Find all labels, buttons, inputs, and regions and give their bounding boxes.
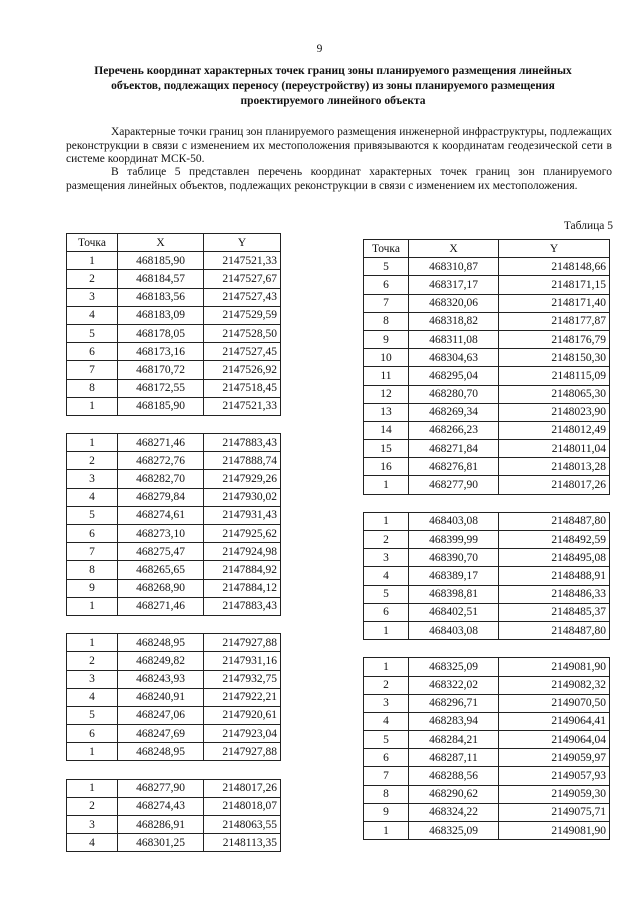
point-number: 6 [67, 525, 118, 543]
table-row [67, 670, 281, 688]
y-coordinate: 2149070,50 [499, 694, 610, 712]
table-row [67, 452, 281, 470]
table-row [364, 785, 610, 803]
point-number: 7 [364, 294, 409, 312]
group-separator [67, 761, 281, 779]
table-body-right [364, 258, 610, 840]
point-number: 9 [364, 803, 409, 821]
point-number: 5 [67, 506, 118, 524]
x-coordinate: 468390,70 [409, 549, 499, 567]
y-coordinate: 2147924,98 [204, 543, 281, 561]
y-coordinate: 2149057,93 [499, 767, 610, 785]
table-body-left [67, 252, 281, 852]
y-coordinate: 2147930,02 [204, 488, 281, 506]
x-coordinate: 468170,72 [118, 361, 204, 379]
section-title: Перечень координат характерных точек границ зоны планируемого размещения линейных объектов, подлежащих переносу (переустройству) из зоны планируемого размещения проектируемого линейного объекта [94, 65, 572, 107]
table-row [364, 621, 610, 639]
paragraph-intro: Характерные точки границ зон планируемого размещения инженерной инфраструктуры, подлежащих реконструкции в связи с изменением их местоположения привязываются к координатам геодезической сети в системе координат МСК-50. [66, 126, 612, 165]
point-number: 8 [364, 785, 409, 803]
x-coordinate: 468274,61 [118, 506, 204, 524]
point-number: 1 [67, 434, 118, 452]
table-row [364, 294, 610, 312]
table-row [67, 397, 281, 415]
table-row [364, 440, 610, 458]
point-number: 7 [67, 361, 118, 379]
point-number: 6 [364, 603, 409, 621]
x-coordinate: 468403,08 [409, 621, 499, 639]
y-coordinate: 2148171,15 [499, 276, 610, 294]
x-coordinate: 468324,22 [409, 803, 499, 821]
x-coordinate: 468178,05 [118, 324, 204, 342]
y-coordinate: 2149075,71 [499, 803, 610, 821]
point-number: 2 [67, 652, 118, 670]
x-coordinate: 468288,56 [409, 767, 499, 785]
y-coordinate: 2149081,90 [499, 658, 610, 676]
y-coordinate: 2148485,37 [499, 603, 610, 621]
table-row [67, 379, 281, 397]
x-coordinate: 468277,90 [118, 779, 204, 797]
point-number: 1 [364, 658, 409, 676]
table-row [364, 803, 610, 821]
x-coordinate: 468185,90 [118, 252, 204, 270]
table-row [364, 349, 610, 367]
point-number: 16 [364, 458, 409, 476]
table-row [67, 543, 281, 561]
header-point: Точка [67, 234, 118, 252]
table-row [67, 779, 281, 797]
x-coordinate: 468274,43 [118, 797, 204, 815]
x-coordinate: 468248,95 [118, 634, 204, 652]
table-row [67, 634, 281, 652]
y-coordinate: 2148487,80 [499, 621, 610, 639]
y-coordinate: 2148148,66 [499, 258, 610, 276]
table-row [67, 306, 281, 324]
table-row [364, 749, 610, 767]
x-coordinate: 468282,70 [118, 470, 204, 488]
coordinates-table-left [66, 233, 281, 852]
table-row [364, 385, 610, 403]
table-row [67, 652, 281, 670]
x-coordinate: 468286,91 [118, 816, 204, 834]
x-coordinate: 468269,34 [409, 403, 499, 421]
y-coordinate: 2148012,49 [499, 421, 610, 439]
y-coordinate: 2149082,32 [499, 676, 610, 694]
y-coordinate: 2147527,45 [204, 343, 281, 361]
x-coordinate: 468243,93 [118, 670, 204, 688]
table-row [364, 330, 610, 348]
table-row [364, 767, 610, 785]
y-coordinate: 2147883,43 [204, 597, 281, 615]
table-row [67, 706, 281, 724]
point-number: 8 [67, 379, 118, 397]
table-caption: Таблица 5 [563, 220, 613, 232]
table-row [67, 361, 281, 379]
point-number: 1 [364, 512, 409, 530]
y-coordinate: 2148495,08 [499, 549, 610, 567]
point-number: 1 [67, 597, 118, 615]
y-coordinate: 2147931,43 [204, 506, 281, 524]
x-coordinate: 468318,82 [409, 312, 499, 330]
y-coordinate: 2148176,79 [499, 330, 610, 348]
x-coordinate: 468279,84 [118, 488, 204, 506]
table-row [67, 725, 281, 743]
x-coordinate: 468271,46 [118, 597, 204, 615]
x-coordinate: 468284,21 [409, 731, 499, 749]
y-coordinate: 2148492,59 [499, 531, 610, 549]
y-coordinate: 2148011,04 [499, 440, 610, 458]
point-number: 3 [364, 549, 409, 567]
page-number: 9 [316, 43, 323, 55]
y-coordinate: 2147883,43 [204, 434, 281, 452]
y-coordinate: 2148017,26 [499, 476, 610, 494]
point-number: 5 [364, 258, 409, 276]
y-coordinate: 2147518,45 [204, 379, 281, 397]
y-coordinate: 2148150,30 [499, 349, 610, 367]
table-row [364, 476, 610, 494]
x-coordinate: 468247,69 [118, 725, 204, 743]
x-coordinate: 468320,06 [409, 294, 499, 312]
x-coordinate: 468273,10 [118, 525, 204, 543]
y-coordinate: 2148115,09 [499, 367, 610, 385]
y-coordinate: 2147521,33 [204, 397, 281, 415]
table-row [67, 270, 281, 288]
x-coordinate: 468403,08 [409, 512, 499, 530]
y-coordinate: 2149059,97 [499, 749, 610, 767]
x-coordinate: 468183,09 [118, 306, 204, 324]
table-row [67, 470, 281, 488]
y-coordinate: 2148486,33 [499, 585, 610, 603]
y-coordinate: 2147927,88 [204, 743, 281, 761]
y-coordinate: 2149081,90 [499, 822, 610, 840]
point-number: 4 [67, 306, 118, 324]
table-row [67, 488, 281, 506]
table-header-row [67, 234, 281, 252]
point-number: 1 [67, 634, 118, 652]
point-number: 2 [67, 797, 118, 815]
y-coordinate: 2147884,12 [204, 579, 281, 597]
y-coordinate: 2147888,74 [204, 452, 281, 470]
point-number: 4 [67, 688, 118, 706]
x-coordinate: 468272,76 [118, 452, 204, 470]
table-row [364, 531, 610, 549]
point-number: 5 [67, 706, 118, 724]
point-number: 1 [364, 621, 409, 639]
table-row [364, 549, 610, 567]
y-coordinate: 2149064,04 [499, 731, 610, 749]
y-coordinate: 2147521,33 [204, 252, 281, 270]
table-row [67, 288, 281, 306]
point-number: 10 [364, 349, 409, 367]
x-coordinate: 468322,02 [409, 676, 499, 694]
table-row [364, 676, 610, 694]
point-number: 1 [67, 743, 118, 761]
x-coordinate: 468184,57 [118, 270, 204, 288]
group-separator [364, 640, 610, 658]
table-row [67, 579, 281, 597]
point-number: 3 [67, 288, 118, 306]
table-row [364, 258, 610, 276]
point-number: 4 [67, 834, 118, 852]
table-row [364, 694, 610, 712]
y-coordinate: 2148023,90 [499, 403, 610, 421]
point-number: 2 [67, 452, 118, 470]
y-coordinate: 2147932,75 [204, 670, 281, 688]
y-coordinate: 2147925,62 [204, 525, 281, 543]
y-coordinate: 2147526,92 [204, 361, 281, 379]
x-coordinate: 468290,62 [409, 785, 499, 803]
x-coordinate: 468325,09 [409, 822, 499, 840]
group-separator [364, 494, 610, 512]
y-coordinate: 2148063,55 [204, 816, 281, 834]
table-row [67, 597, 281, 615]
point-number: 1 [67, 397, 118, 415]
x-coordinate: 468265,65 [118, 561, 204, 579]
table-row [364, 512, 610, 530]
y-coordinate: 2148487,80 [499, 512, 610, 530]
x-coordinate: 468185,90 [118, 397, 204, 415]
table-row [364, 312, 610, 330]
point-number: 6 [364, 749, 409, 767]
point-number: 3 [67, 816, 118, 834]
group-separator [67, 615, 281, 633]
point-number: 8 [67, 561, 118, 579]
y-coordinate: 2147527,67 [204, 270, 281, 288]
y-coordinate: 2147528,50 [204, 324, 281, 342]
x-coordinate: 468402,51 [409, 603, 499, 621]
y-coordinate: 2147527,43 [204, 288, 281, 306]
x-coordinate: 468310,87 [409, 258, 499, 276]
point-number: 1 [67, 252, 118, 270]
x-coordinate: 468325,09 [409, 658, 499, 676]
x-coordinate: 468296,71 [409, 694, 499, 712]
table-row [67, 343, 281, 361]
table-row [364, 712, 610, 730]
table-row [67, 816, 281, 834]
x-coordinate: 468277,90 [409, 476, 499, 494]
x-coordinate: 468275,47 [118, 543, 204, 561]
table-row [67, 688, 281, 706]
point-number: 9 [67, 579, 118, 597]
x-coordinate: 468249,82 [118, 652, 204, 670]
y-coordinate: 2148013,28 [499, 458, 610, 476]
point-number: 15 [364, 440, 409, 458]
table-row [67, 525, 281, 543]
y-coordinate: 2147884,92 [204, 561, 281, 579]
y-coordinate: 2148017,26 [204, 779, 281, 797]
y-coordinate: 2148177,87 [499, 312, 610, 330]
header-x: X [409, 240, 499, 258]
x-coordinate: 468183,56 [118, 288, 204, 306]
header-x: X [118, 234, 204, 252]
table-row [364, 585, 610, 603]
point-number: 6 [364, 276, 409, 294]
y-coordinate: 2147529,59 [204, 306, 281, 324]
header-point: Точка [364, 240, 409, 258]
table-row [67, 797, 281, 815]
table-row [364, 567, 610, 585]
table-row [364, 367, 610, 385]
table-row [67, 834, 281, 852]
table-row [364, 403, 610, 421]
y-coordinate: 2147923,04 [204, 725, 281, 743]
x-coordinate: 468317,17 [409, 276, 499, 294]
point-number: 1 [67, 779, 118, 797]
point-number: 6 [67, 343, 118, 361]
table-row [67, 252, 281, 270]
point-number: 3 [364, 694, 409, 712]
point-number: 5 [364, 731, 409, 749]
y-coordinate: 2148113,35 [204, 834, 281, 852]
x-coordinate: 468266,23 [409, 421, 499, 439]
point-number: 13 [364, 403, 409, 421]
y-coordinate: 2147931,16 [204, 652, 281, 670]
y-coordinate: 2148171,40 [499, 294, 610, 312]
table-row [364, 421, 610, 439]
point-number: 5 [364, 585, 409, 603]
table-header-row [364, 240, 610, 258]
table-row [364, 822, 610, 840]
x-coordinate: 468398,81 [409, 585, 499, 603]
point-number: 7 [67, 543, 118, 561]
y-coordinate: 2147920,61 [204, 706, 281, 724]
point-number: 3 [67, 470, 118, 488]
x-coordinate: 468311,08 [409, 330, 499, 348]
x-coordinate: 468280,70 [409, 385, 499, 403]
point-number: 12 [364, 385, 409, 403]
y-coordinate: 2147929,26 [204, 470, 281, 488]
x-coordinate: 468173,16 [118, 343, 204, 361]
table-row [364, 458, 610, 476]
x-coordinate: 468399,99 [409, 531, 499, 549]
paragraph-table-ref: В таблице 5 представлен перечень координат характерных точек границ зон планируемого размещения линейных объектов, подлежащих реконструкции в связи с изменением их местоположения. [66, 166, 612, 192]
table-row [364, 731, 610, 749]
point-number: 5 [67, 324, 118, 342]
table-row [67, 506, 281, 524]
x-coordinate: 468240,91 [118, 688, 204, 706]
table-row [67, 434, 281, 452]
x-coordinate: 468287,11 [409, 749, 499, 767]
point-number: 14 [364, 421, 409, 439]
table-row [67, 324, 281, 342]
table-row [364, 276, 610, 294]
y-coordinate: 2148065,30 [499, 385, 610, 403]
table-row [364, 603, 610, 621]
x-coordinate: 468283,94 [409, 712, 499, 730]
x-coordinate: 468304,63 [409, 349, 499, 367]
point-number: 6 [67, 725, 118, 743]
point-number: 4 [67, 488, 118, 506]
point-number: 1 [364, 476, 409, 494]
y-coordinate: 2149064,41 [499, 712, 610, 730]
x-coordinate: 468248,95 [118, 743, 204, 761]
coordinates-table-right [363, 239, 610, 840]
x-coordinate: 468301,25 [118, 834, 204, 852]
point-number: 9 [364, 330, 409, 348]
table-row [67, 561, 281, 579]
x-coordinate: 468389,17 [409, 567, 499, 585]
point-number: 2 [364, 676, 409, 694]
point-number: 2 [364, 531, 409, 549]
x-coordinate: 468271,46 [118, 434, 204, 452]
point-number: 1 [364, 822, 409, 840]
y-coordinate: 2148488,91 [499, 567, 610, 585]
y-coordinate: 2148018,07 [204, 797, 281, 815]
point-number: 2 [67, 270, 118, 288]
table-row [67, 743, 281, 761]
y-coordinate: 2147922,21 [204, 688, 281, 706]
y-coordinate: 2149059,30 [499, 785, 610, 803]
header-y: Y [499, 240, 610, 258]
x-coordinate: 468276,81 [409, 458, 499, 476]
x-coordinate: 468295,04 [409, 367, 499, 385]
point-number: 7 [364, 767, 409, 785]
point-number: 4 [364, 567, 409, 585]
x-coordinate: 468271,84 [409, 440, 499, 458]
point-number: 11 [364, 367, 409, 385]
header-y: Y [204, 234, 281, 252]
x-coordinate: 468247,06 [118, 706, 204, 724]
table-row [364, 658, 610, 676]
x-coordinate: 468172,55 [118, 379, 204, 397]
y-coordinate: 2147927,88 [204, 634, 281, 652]
point-number: 4 [364, 712, 409, 730]
group-separator [67, 415, 281, 433]
point-number: 8 [364, 312, 409, 330]
x-coordinate: 468268,90 [118, 579, 204, 597]
point-number: 3 [67, 670, 118, 688]
